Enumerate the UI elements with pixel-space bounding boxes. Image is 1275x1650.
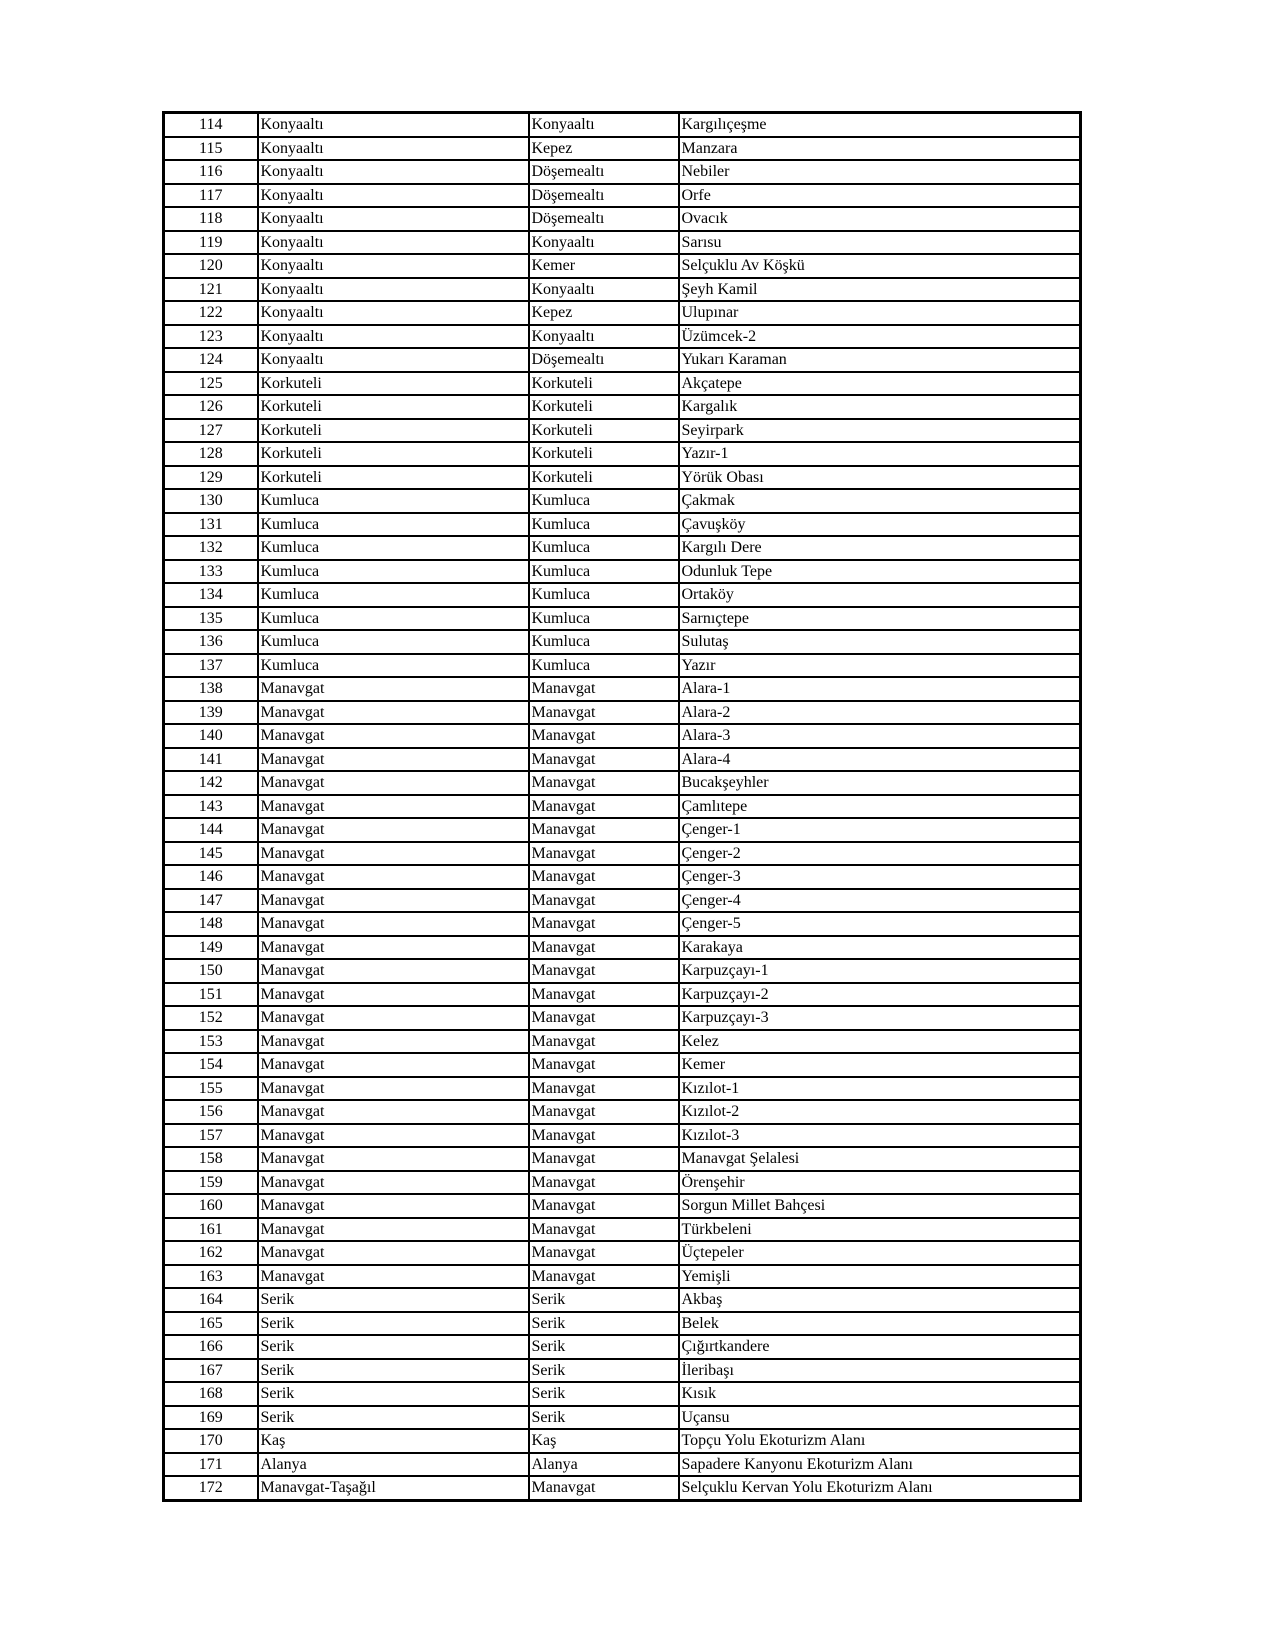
- area-cell: Manavgat: [258, 1241, 529, 1265]
- district-cell: Manavgat: [529, 724, 679, 748]
- district-cell: Manavgat: [529, 889, 679, 913]
- table-row: [164, 442, 1081, 466]
- district-cell: Kumluca: [529, 489, 679, 513]
- district-cell: Manavgat: [529, 1476, 679, 1500]
- area-cell: Serik: [258, 1382, 529, 1406]
- site-name-cell: Kızılot-2: [679, 1100, 1081, 1124]
- table-row: [164, 1030, 1081, 1054]
- row-number-cell: 146: [164, 865, 258, 889]
- area-cell: Kumluca: [258, 654, 529, 678]
- area-cell: Konyaaltı: [258, 113, 529, 137]
- row-number-cell: 131: [164, 513, 258, 537]
- row-number-cell: 167: [164, 1359, 258, 1383]
- table-row: [164, 1006, 1081, 1030]
- area-cell: Kumluca: [258, 489, 529, 513]
- row-number-cell: 163: [164, 1265, 258, 1289]
- row-number-cell: 135: [164, 607, 258, 631]
- area-cell: Kumluca: [258, 536, 529, 560]
- district-cell: Kaş: [529, 1429, 679, 1453]
- site-name-cell: Sulutaş: [679, 630, 1081, 654]
- row-number-cell: 168: [164, 1382, 258, 1406]
- site-name-cell: Alara-4: [679, 748, 1081, 772]
- site-name-cell: Yemişli: [679, 1265, 1081, 1289]
- district-cell: Serik: [529, 1359, 679, 1383]
- table-row: [164, 278, 1081, 302]
- district-cell: Kepez: [529, 301, 679, 325]
- records-table: [162, 111, 1082, 1502]
- table-row: [164, 372, 1081, 396]
- row-number-cell: 166: [164, 1335, 258, 1359]
- area-cell: Manavgat: [258, 1006, 529, 1030]
- site-name-cell: Çenger-5: [679, 912, 1081, 936]
- site-name-cell: Ovacık: [679, 207, 1081, 231]
- site-name-cell: Bucakşeyhler: [679, 771, 1081, 795]
- table-row: [164, 1077, 1081, 1101]
- area-cell: Manavgat: [258, 1265, 529, 1289]
- row-number-cell: 170: [164, 1429, 258, 1453]
- table-row: [164, 1241, 1081, 1265]
- table-row: [164, 207, 1081, 231]
- area-cell: Manavgat: [258, 1147, 529, 1171]
- row-number-cell: 120: [164, 254, 258, 278]
- district-cell: Kumluca: [529, 583, 679, 607]
- site-name-cell: Yazır: [679, 654, 1081, 678]
- row-number-cell: 125: [164, 372, 258, 396]
- row-number-cell: 151: [164, 983, 258, 1007]
- area-cell: Manavgat: [258, 1194, 529, 1218]
- table-row: [164, 1194, 1081, 1218]
- row-number-cell: 132: [164, 536, 258, 560]
- table-row: [164, 701, 1081, 725]
- site-name-cell: Alara-1: [679, 677, 1081, 701]
- table-row: [164, 513, 1081, 537]
- row-number-cell: 148: [164, 912, 258, 936]
- area-cell: Manavgat: [258, 959, 529, 983]
- area-cell: Manavgat: [258, 724, 529, 748]
- table-row: [164, 560, 1081, 584]
- site-name-cell: Çakmak: [679, 489, 1081, 513]
- table-row: [164, 959, 1081, 983]
- site-name-cell: Şeyh Kamil: [679, 278, 1081, 302]
- row-number-cell: 161: [164, 1218, 258, 1242]
- row-number-cell: 119: [164, 231, 258, 255]
- site-name-cell: Manzara: [679, 137, 1081, 161]
- district-cell: Manavgat: [529, 701, 679, 725]
- table-row: [164, 842, 1081, 866]
- site-name-cell: Selçuklu Av Köşkü: [679, 254, 1081, 278]
- area-cell: Korkuteli: [258, 372, 529, 396]
- table-row: [164, 1053, 1081, 1077]
- table-row: [164, 607, 1081, 631]
- site-name-cell: Sarnıçtepe: [679, 607, 1081, 631]
- district-cell: Manavgat: [529, 1171, 679, 1195]
- district-cell: Döşemealtı: [529, 207, 679, 231]
- row-number-cell: 156: [164, 1100, 258, 1124]
- row-number-cell: 118: [164, 207, 258, 231]
- table-row: [164, 536, 1081, 560]
- row-number-cell: 139: [164, 701, 258, 725]
- site-name-cell: Yörük Obası: [679, 466, 1081, 490]
- site-name-cell: Kargılıçeşme: [679, 113, 1081, 137]
- row-number-cell: 126: [164, 395, 258, 419]
- site-name-cell: İleribaşı: [679, 1359, 1081, 1383]
- site-name-cell: Odunluk Tepe: [679, 560, 1081, 584]
- table-row: [164, 912, 1081, 936]
- row-number-cell: 130: [164, 489, 258, 513]
- district-cell: Manavgat: [529, 1194, 679, 1218]
- row-number-cell: 162: [164, 1241, 258, 1265]
- row-number-cell: 165: [164, 1312, 258, 1336]
- site-name-cell: Üzümcek-2: [679, 325, 1081, 349]
- table-row: [164, 818, 1081, 842]
- row-number-cell: 141: [164, 748, 258, 772]
- district-cell: Alanya: [529, 1453, 679, 1477]
- district-cell: Manavgat: [529, 1006, 679, 1030]
- district-cell: Korkuteli: [529, 372, 679, 396]
- row-number-cell: 158: [164, 1147, 258, 1171]
- area-cell: Manavgat: [258, 1171, 529, 1195]
- district-cell: Manavgat: [529, 936, 679, 960]
- row-number-cell: 117: [164, 184, 258, 208]
- site-name-cell: Nebiler: [679, 160, 1081, 184]
- row-number-cell: 138: [164, 677, 258, 701]
- site-name-cell: Alara-3: [679, 724, 1081, 748]
- area-cell: Manavgat: [258, 748, 529, 772]
- district-cell: Manavgat: [529, 1053, 679, 1077]
- site-name-cell: Ulupınar: [679, 301, 1081, 325]
- district-cell: Kemer: [529, 254, 679, 278]
- area-cell: Serik: [258, 1359, 529, 1383]
- district-cell: Serik: [529, 1288, 679, 1312]
- row-number-cell: 137: [164, 654, 258, 678]
- district-cell: Serik: [529, 1335, 679, 1359]
- district-cell: Korkuteli: [529, 466, 679, 490]
- area-cell: Serik: [258, 1288, 529, 1312]
- district-cell: Kumluca: [529, 630, 679, 654]
- table-row: [164, 1406, 1081, 1430]
- district-cell: Manavgat: [529, 818, 679, 842]
- row-number-cell: 150: [164, 959, 258, 983]
- area-cell: Kumluca: [258, 607, 529, 631]
- district-cell: Konyaaltı: [529, 113, 679, 137]
- site-name-cell: Üçtepeler: [679, 1241, 1081, 1265]
- row-number-cell: 172: [164, 1476, 258, 1500]
- area-cell: Manavgat: [258, 936, 529, 960]
- table-row: [164, 301, 1081, 325]
- site-name-cell: Çenger-1: [679, 818, 1081, 842]
- site-name-cell: Selçuklu Kervan Yolu Ekoturizm Alanı: [679, 1476, 1081, 1500]
- area-cell: Kumluca: [258, 583, 529, 607]
- site-name-cell: Çenger-4: [679, 889, 1081, 913]
- table-row: [164, 348, 1081, 372]
- site-name-cell: Topçu Yolu Ekoturizm Alanı: [679, 1429, 1081, 1453]
- area-cell: Manavgat: [258, 1030, 529, 1054]
- row-number-cell: 164: [164, 1288, 258, 1312]
- table-row: [164, 419, 1081, 443]
- table-row: [164, 137, 1081, 161]
- table-row: [164, 1382, 1081, 1406]
- row-number-cell: 115: [164, 137, 258, 161]
- area-cell: Konyaaltı: [258, 348, 529, 372]
- district-cell: Kepez: [529, 137, 679, 161]
- district-cell: Döşemealtı: [529, 348, 679, 372]
- area-cell: Manavgat: [258, 818, 529, 842]
- table-row: [164, 231, 1081, 255]
- area-cell: Manavgat: [258, 865, 529, 889]
- row-number-cell: 142: [164, 771, 258, 795]
- district-cell: Manavgat: [529, 748, 679, 772]
- site-name-cell: Seyirpark: [679, 419, 1081, 443]
- area-cell: Konyaaltı: [258, 278, 529, 302]
- site-name-cell: Türkbeleni: [679, 1218, 1081, 1242]
- row-number-cell: 160: [164, 1194, 258, 1218]
- table-row: [164, 466, 1081, 490]
- area-cell: Korkuteli: [258, 442, 529, 466]
- area-cell: Kumluca: [258, 513, 529, 537]
- area-cell: Manavgat: [258, 912, 529, 936]
- site-name-cell: Karpuzçayı-2: [679, 983, 1081, 1007]
- table-row: [164, 1147, 1081, 1171]
- row-number-cell: 144: [164, 818, 258, 842]
- table-row: [164, 583, 1081, 607]
- district-cell: Manavgat: [529, 842, 679, 866]
- site-name-cell: Alara-2: [679, 701, 1081, 725]
- district-cell: Konyaaltı: [529, 325, 679, 349]
- district-cell: Döşemealtı: [529, 184, 679, 208]
- site-name-cell: Akbaş: [679, 1288, 1081, 1312]
- area-cell: Manavgat: [258, 701, 529, 725]
- table-row: [164, 1453, 1081, 1477]
- site-name-cell: Kelez: [679, 1030, 1081, 1054]
- table-row: [164, 677, 1081, 701]
- district-cell: Kumluca: [529, 654, 679, 678]
- table-row: [164, 771, 1081, 795]
- table-row: [164, 1171, 1081, 1195]
- site-name-cell: Çavuşköy: [679, 513, 1081, 537]
- area-cell: Konyaaltı: [258, 231, 529, 255]
- area-cell: Manavgat: [258, 983, 529, 1007]
- district-cell: Manavgat: [529, 1030, 679, 1054]
- table-row: [164, 1335, 1081, 1359]
- district-cell: Manavgat: [529, 1100, 679, 1124]
- area-cell: Manavgat: [258, 1124, 529, 1148]
- area-cell: Korkuteli: [258, 419, 529, 443]
- table-row: [164, 724, 1081, 748]
- table-row: [164, 489, 1081, 513]
- area-cell: Korkuteli: [258, 395, 529, 419]
- row-number-cell: 133: [164, 560, 258, 584]
- row-number-cell: 129: [164, 466, 258, 490]
- district-cell: Döşemealtı: [529, 160, 679, 184]
- site-name-cell: Kargılı Dere: [679, 536, 1081, 560]
- table-row: [164, 1218, 1081, 1242]
- site-name-cell: Kızılot-1: [679, 1077, 1081, 1101]
- district-cell: Konyaaltı: [529, 278, 679, 302]
- row-number-cell: 147: [164, 889, 258, 913]
- site-name-cell: Karpuzçayı-3: [679, 1006, 1081, 1030]
- site-name-cell: Yukarı Karaman: [679, 348, 1081, 372]
- area-cell: Konyaaltı: [258, 184, 529, 208]
- site-name-cell: Uçansu: [679, 1406, 1081, 1430]
- row-number-cell: 145: [164, 842, 258, 866]
- row-number-cell: 153: [164, 1030, 258, 1054]
- district-cell: Serik: [529, 1312, 679, 1336]
- district-cell: Manavgat: [529, 865, 679, 889]
- district-cell: Serik: [529, 1406, 679, 1430]
- area-cell: Manavgat: [258, 842, 529, 866]
- district-cell: Manavgat: [529, 795, 679, 819]
- site-name-cell: Çenger-2: [679, 842, 1081, 866]
- site-name-cell: Orfe: [679, 184, 1081, 208]
- site-name-cell: Sapadere Kanyonu Ekoturizm Alanı: [679, 1453, 1081, 1477]
- row-number-cell: 155: [164, 1077, 258, 1101]
- district-cell: Manavgat: [529, 912, 679, 936]
- row-number-cell: 123: [164, 325, 258, 349]
- row-number-cell: 121: [164, 278, 258, 302]
- table-row: [164, 1100, 1081, 1124]
- district-cell: Manavgat: [529, 983, 679, 1007]
- area-cell: Manavgat: [258, 1100, 529, 1124]
- row-number-cell: 134: [164, 583, 258, 607]
- district-cell: Manavgat: [529, 771, 679, 795]
- table-row: [164, 254, 1081, 278]
- site-name-cell: Kızılot-3: [679, 1124, 1081, 1148]
- site-name-cell: Yazır-1: [679, 442, 1081, 466]
- table-row: [164, 184, 1081, 208]
- row-number-cell: 124: [164, 348, 258, 372]
- table-row: [164, 1476, 1081, 1500]
- district-cell: Korkuteli: [529, 442, 679, 466]
- area-cell: Konyaaltı: [258, 160, 529, 184]
- area-cell: Kumluca: [258, 560, 529, 584]
- area-cell: Serik: [258, 1312, 529, 1336]
- site-name-cell: Belek: [679, 1312, 1081, 1336]
- district-cell: Kumluca: [529, 607, 679, 631]
- district-cell: Kumluca: [529, 513, 679, 537]
- district-cell: Korkuteli: [529, 395, 679, 419]
- table-row: [164, 325, 1081, 349]
- area-cell: Serik: [258, 1406, 529, 1430]
- row-number-cell: 114: [164, 113, 258, 137]
- table-row: [164, 889, 1081, 913]
- site-name-cell: Akçatepe: [679, 372, 1081, 396]
- site-name-cell: Çenger-3: [679, 865, 1081, 889]
- area-cell: Manavgat: [258, 1077, 529, 1101]
- area-cell: Kaş: [258, 1429, 529, 1453]
- table-row: [164, 1312, 1081, 1336]
- table-row: [164, 983, 1081, 1007]
- area-cell: Serik: [258, 1335, 529, 1359]
- district-cell: Korkuteli: [529, 419, 679, 443]
- table-row: [164, 630, 1081, 654]
- area-cell: Konyaaltı: [258, 137, 529, 161]
- area-cell: Konyaaltı: [258, 301, 529, 325]
- district-cell: Manavgat: [529, 1077, 679, 1101]
- site-name-cell: Kısık: [679, 1382, 1081, 1406]
- row-number-cell: 149: [164, 936, 258, 960]
- area-cell: Manavgat-Taşağıl: [258, 1476, 529, 1500]
- site-name-cell: Kargalık: [679, 395, 1081, 419]
- area-cell: Alanya: [258, 1453, 529, 1477]
- district-cell: Manavgat: [529, 959, 679, 983]
- records-table-body: [164, 113, 1081, 1501]
- row-number-cell: 157: [164, 1124, 258, 1148]
- district-cell: Manavgat: [529, 677, 679, 701]
- site-name-cell: Örenşehir: [679, 1171, 1081, 1195]
- row-number-cell: 136: [164, 630, 258, 654]
- table-row: [164, 1359, 1081, 1383]
- row-number-cell: 154: [164, 1053, 258, 1077]
- row-number-cell: 171: [164, 1453, 258, 1477]
- table-row: [164, 395, 1081, 419]
- site-name-cell: Çamlıtepe: [679, 795, 1081, 819]
- area-cell: Kumluca: [258, 630, 529, 654]
- row-number-cell: 169: [164, 1406, 258, 1430]
- district-cell: Manavgat: [529, 1241, 679, 1265]
- district-cell: Manavgat: [529, 1218, 679, 1242]
- area-cell: Konyaaltı: [258, 207, 529, 231]
- row-number-cell: 127: [164, 419, 258, 443]
- district-cell: Kumluca: [529, 536, 679, 560]
- area-cell: Manavgat: [258, 771, 529, 795]
- district-cell: Kumluca: [529, 560, 679, 584]
- table-row: [164, 865, 1081, 889]
- site-name-cell: Sorgun Millet Bahçesi: [679, 1194, 1081, 1218]
- area-cell: Korkuteli: [258, 466, 529, 490]
- row-number-cell: 143: [164, 795, 258, 819]
- site-name-cell: Çığırtkandere: [679, 1335, 1081, 1359]
- site-name-cell: Karakaya: [679, 936, 1081, 960]
- district-cell: Konyaaltı: [529, 231, 679, 255]
- table-row: [164, 1429, 1081, 1453]
- district-cell: Serik: [529, 1382, 679, 1406]
- table-row: [164, 654, 1081, 678]
- table-row: [164, 1265, 1081, 1289]
- row-number-cell: 128: [164, 442, 258, 466]
- row-number-cell: 116: [164, 160, 258, 184]
- table-row: [164, 1288, 1081, 1312]
- site-name-cell: Sarısu: [679, 231, 1081, 255]
- area-cell: Manavgat: [258, 795, 529, 819]
- site-name-cell: Ortaköy: [679, 583, 1081, 607]
- area-cell: Konyaaltı: [258, 254, 529, 278]
- row-number-cell: 140: [164, 724, 258, 748]
- table-row: [164, 1124, 1081, 1148]
- site-name-cell: Kemer: [679, 1053, 1081, 1077]
- area-cell: Manavgat: [258, 677, 529, 701]
- row-number-cell: 159: [164, 1171, 258, 1195]
- table-row: [164, 160, 1081, 184]
- row-number-cell: 122: [164, 301, 258, 325]
- table-row: [164, 113, 1081, 137]
- row-number-cell: 152: [164, 1006, 258, 1030]
- table-row: [164, 936, 1081, 960]
- area-cell: Manavgat: [258, 1218, 529, 1242]
- table-row: [164, 795, 1081, 819]
- area-cell: Konyaaltı: [258, 325, 529, 349]
- area-cell: Manavgat: [258, 1053, 529, 1077]
- table-row: [164, 748, 1081, 772]
- area-cell: Manavgat: [258, 889, 529, 913]
- site-name-cell: Manavgat Şelalesi: [679, 1147, 1081, 1171]
- district-cell: Manavgat: [529, 1265, 679, 1289]
- site-name-cell: Karpuzçayı-1: [679, 959, 1081, 983]
- district-cell: Manavgat: [529, 1147, 679, 1171]
- district-cell: Manavgat: [529, 1124, 679, 1148]
